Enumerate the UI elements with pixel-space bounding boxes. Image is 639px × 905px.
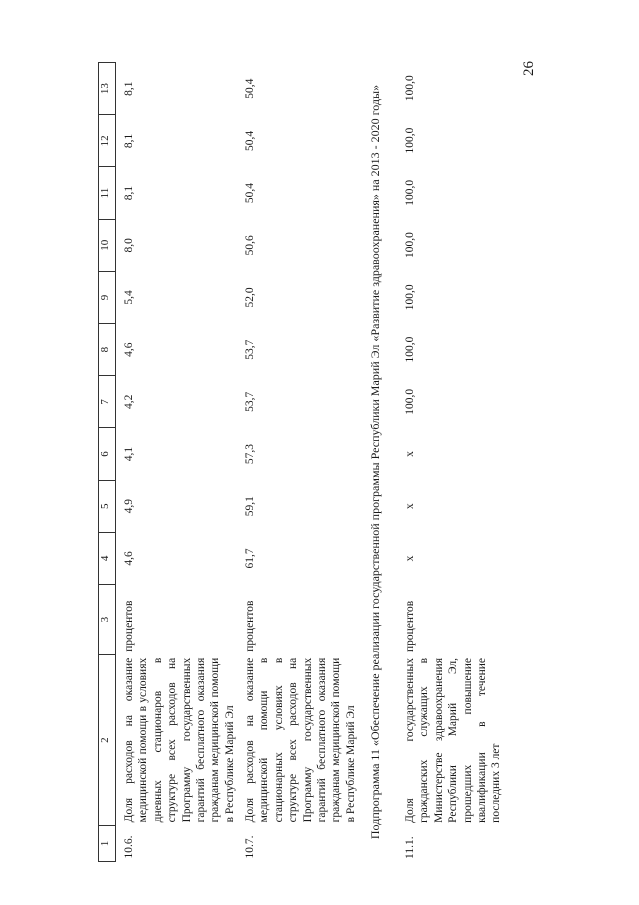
- column-header: 12: [99, 115, 116, 167]
- row-value: 52,0: [244, 287, 256, 308]
- column-header: 11: [99, 167, 116, 219]
- row-unit: процентов: [404, 600, 416, 652]
- row-value: 100,0: [404, 336, 416, 363]
- column-header: 1: [99, 825, 116, 861]
- row-id: 10.6.: [123, 835, 135, 859]
- row-value: 53,7: [244, 391, 256, 412]
- row-value: 100,0: [404, 388, 416, 415]
- row-description: Доля расходов на оказание медицинской помощи в условиях дневных стационаров в структуре всех расходов на Программу государственных гарантий бесплатного оказания гражданам медицинской помощи в Республике Марий Эл: [123, 657, 236, 823]
- row-id: 10.7.: [244, 835, 256, 859]
- subprogram-title: Подпрограмма 11 «Обеспечение реализации государственной программы Республики Марий Эл «Развитие здравоохранения» на 2013 - 2020 годы»: [368, 84, 382, 840]
- row-value: 100,0: [404, 75, 416, 102]
- column-header: 10: [99, 219, 116, 271]
- row-value: 61,7: [244, 548, 256, 569]
- row-value: 100,0: [404, 127, 416, 154]
- table-row: [122, 63, 237, 862]
- row-value: 5,4: [123, 290, 135, 305]
- column-header: 13: [99, 63, 116, 115]
- row-unit: процентов: [244, 600, 256, 652]
- row-value: 59,1: [244, 496, 256, 517]
- row-value: 50,4: [244, 183, 256, 204]
- row-value: x: [404, 503, 416, 510]
- row-value: 4,9: [123, 499, 135, 514]
- row-value: 100,0: [404, 284, 416, 311]
- table-row: [243, 63, 358, 862]
- row-value: 50,4: [244, 130, 256, 151]
- row-value: 50,4: [244, 78, 256, 99]
- row-value: 4,6: [123, 551, 135, 566]
- document-body: [98, 62, 528, 862]
- column-header: 9: [99, 271, 116, 323]
- column-header: 8: [99, 324, 116, 376]
- page-number: 26: [521, 61, 537, 76]
- row-value: x: [404, 451, 416, 457]
- row-value: 8,1: [123, 133, 135, 149]
- row-value: 8,1: [123, 81, 135, 96]
- row-value: 4,6: [123, 342, 135, 357]
- row-value: x: [404, 555, 416, 562]
- column-header: 2: [99, 655, 116, 826]
- indicators-table: [98, 62, 358, 862]
- column-header: 4: [99, 532, 116, 584]
- row-value: 50,6: [244, 235, 256, 256]
- column-numbers-row: [99, 63, 116, 862]
- row-value: 100,0: [404, 232, 416, 258]
- row-value: 8,0: [123, 238, 135, 253]
- row-description: Доля государственных гражданских служащих в Министерстве здравоохранения Республики Марий Эл, прошедших повышение квалификации в течение последних 3 лет: [404, 658, 503, 823]
- row-value: 57,3: [244, 443, 256, 465]
- column-header: 3: [99, 584, 116, 654]
- table-row: [403, 62, 504, 862]
- row-id: 11.1.: [404, 836, 416, 859]
- column-header: 7: [99, 376, 116, 428]
- row-value: 53,7: [244, 339, 256, 360]
- table-body-top: [116, 63, 359, 862]
- row-unit: процентов: [123, 600, 135, 652]
- table-body-bottom: [397, 62, 504, 862]
- column-header: 5: [99, 480, 116, 532]
- row-value: 4,2: [123, 394, 135, 410]
- row-description: Доля расходов на оказание медицинской помощи в стационарных условиях в структуре всех расходов на Программу государственных гарантий бесплатного оказания гражданам медицинской помощи в Республике Марий Эл: [244, 657, 357, 823]
- row-value: 8,1: [123, 185, 135, 201]
- row-value: 4,1: [123, 446, 135, 462]
- indicators-table-continued: [397, 62, 504, 862]
- column-header: 6: [99, 428, 116, 480]
- row-value: 100,0: [404, 179, 416, 206]
